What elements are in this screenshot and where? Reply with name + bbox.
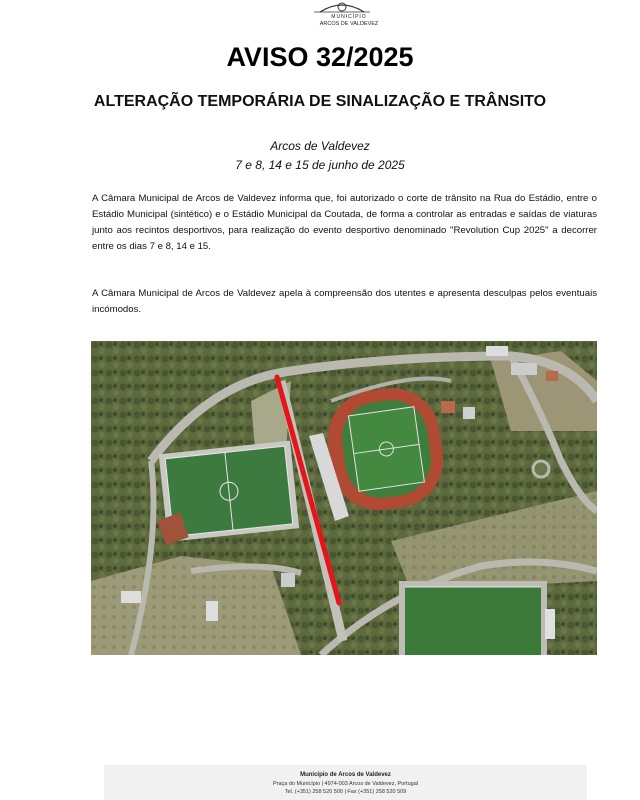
footer-contacts: Tel. (+351) 258 520 500 | Fax (+351) 258 520 509 [284, 789, 407, 795]
footer-municipality-name: Município de Arcos de Valdevez [300, 772, 391, 778]
notice-dates: 7 e 8, 14 e 15 de junho de 2025 [235, 158, 405, 172]
notice-paragraph-1: A Câmara Municipal de Arcos de Valdevez informa que, foi autorizado o corte de trânsito na Rua do Estádio, entre o Estádio Municipal (sintético) e o Estádio Municipal da Coutada, de forma a controlar as entradas e saídas de viaturas junto aos recintos desportivos, para realização do evento desportivo denominado "Revolution Cup 2025" a decorrer entre os dias 7 e 8, 14 e 15. [92, 193, 597, 252]
municipality-logo [300, 0, 384, 36]
footer-address: Praça do Município | 4974-003 Arcos de Valdevez, Portugal [272, 781, 419, 787]
aerial-map [91, 341, 597, 655]
logo-municipio-text: MUNICÍPIO [331, 14, 367, 20]
notice-subtitle: ALTERAÇÃO TEMPORÁRIA DE SINALIZAÇÃO E TRÂNSITO [93, 93, 547, 110]
notice-title: AVISO 32/2025 [226, 42, 414, 72]
aerial-map-image [91, 341, 597, 655]
logo-arcos-text: ARCOS DE VALDEVEZ [319, 21, 379, 27]
notice-place: Arcos de Valdevez [270, 139, 370, 153]
logo-emblem-icon [300, 0, 384, 14]
notice-paragraph-2: A Câmara Municipal de Arcos de Valdevez apela à compreensão dos utentes e apresenta desculpas pelos eventuais incómodos. [92, 288, 597, 315]
footer [104, 765, 587, 800]
